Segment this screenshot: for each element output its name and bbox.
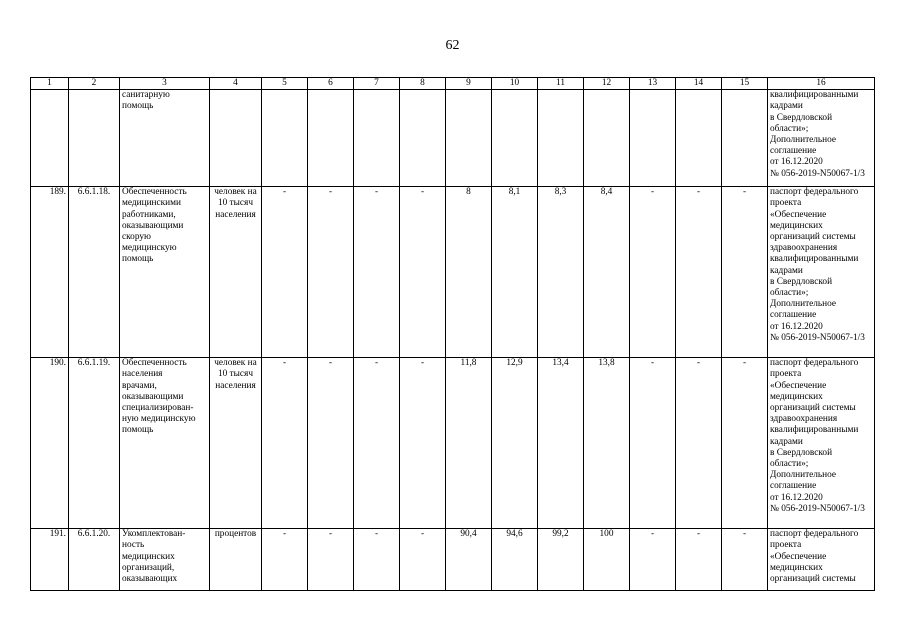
value-col-7: - [354,529,400,591]
value-col-12: 13,8 [584,358,630,529]
value-col-6: - [308,187,354,358]
cell-text-line: проекта [770,369,802,380]
cell-text-line: «Обеспечение [770,209,827,220]
value-col-9: 90,4 [446,529,492,591]
cell-text-line: квалифицированными [770,90,859,101]
header-col-15: 15 [722,78,768,90]
cell-text-line: врачами, [122,380,157,391]
cell-text-line: человек на [214,358,257,369]
value-col-7: - [354,187,400,358]
cell-text-line: соглашение [770,481,817,492]
unit [210,529,262,591]
cell-text-line: организаций системы [770,403,856,414]
header-col-5: 5 [262,78,308,90]
source-document [768,358,875,529]
cell-text-line: помощь [122,101,154,112]
indicator-name [120,187,210,358]
cell-text-line: кадрами [770,436,803,447]
header-col-8: 8 [400,78,446,90]
cell-text-line: № 056-2019-N50067-1/3 [770,503,865,514]
source-document [768,187,875,358]
value-col-11: 99,2 [538,529,584,591]
cell-text-line: медицинских [770,562,823,573]
cell-text-line: помощь [122,254,154,265]
cell-text-line: Дополнительное [770,299,837,310]
header-col-3: 3 [120,78,210,90]
cell-text-line: квалифицированными [770,254,859,265]
cell-text-line: квалифицированными [770,425,859,436]
cell-text-line: Дополнительное [770,470,837,481]
cell-text-line: в Свердловской [770,447,833,458]
cell-text-line: оказывающими [122,391,184,402]
header-row [31,78,875,90]
indicator-name [120,529,210,591]
cell-text-line: Обеспеченность [122,187,187,198]
cell-text-line: Обеспеченность [122,358,187,369]
header-col-4: 4 [210,78,262,90]
cell-text-line: соглашение [770,310,817,321]
cell-text-line: медицинских [770,220,823,231]
page-number: 62 [445,38,460,53]
header-col-10: 10 [492,78,538,90]
value-col-15: - [722,187,768,358]
value-col-8: - [400,529,446,591]
cell-text-line: области»; [770,123,809,134]
cell-text-line: Укомплектован- [122,529,186,540]
cell-text-line: № 056-2019-N50067-1/3 [770,332,865,343]
value-col-12: 8,4 [584,187,630,358]
table-row [31,187,875,358]
cell-text-line: от 16.12.2020 [770,321,823,332]
value-col-5: - [262,529,308,591]
cell-text-line: медицинскими [122,198,181,209]
row-number: 191. [31,529,69,591]
cell-text-line: населения [215,209,256,220]
unit [210,187,262,358]
value-col-14: - [676,358,722,529]
cell-text-line: Дополнительное [770,135,837,146]
value-col-14: - [676,529,722,591]
value-col-11: 8,3 [538,187,584,358]
header-col-6: 6 [308,78,354,90]
value-col-14: - [676,187,722,358]
header-col-11: 11 [538,78,584,90]
unit [210,358,262,529]
table-row [31,529,875,591]
cell-text-line: здравоохранения [770,414,838,425]
header-col-2: 2 [69,78,120,90]
cell-text-line: соглашение [770,146,817,157]
cell-text-line: в Свердловской [770,112,833,123]
header-col-14: 14 [676,78,722,90]
value-col-9: 8 [446,187,492,358]
row-number: 190. [31,358,69,529]
indicator-code: 6.6.1.19. [69,358,120,529]
value-col-12: 100 [584,529,630,591]
cell-text-line: медицинских [770,391,823,402]
cell-text-line: кадрами [770,101,803,112]
row-number: 189. [31,187,69,358]
header-col-16: 16 [768,78,875,90]
indicator-code: 6.6.1.18. [69,187,120,358]
cell-text-line: паспорт федерального [770,358,859,369]
value-col-15: - [722,529,768,591]
indicator-code: 6.6.1.20. [69,529,120,591]
value-col-9: 11,8 [446,358,492,529]
value-col-11: 13,4 [538,358,584,529]
cell-text-line: кадрами [770,265,803,276]
value-col-15: - [722,358,768,529]
header-col-12: 12 [584,78,630,90]
value-col-13: - [630,529,676,591]
value-col-7: - [354,358,400,529]
cell-text-line: проекта [770,540,802,551]
source-document [768,529,875,591]
indicator-name [120,358,210,529]
cell-text-line: оказывающими [122,220,184,231]
cell-text-line: человек на [214,187,257,198]
cell-text-line: в Свердловской [770,276,833,287]
cell-text-line: населения [122,369,163,380]
cell-text-line: паспорт федерального [770,529,859,540]
table-row-continuation [31,90,875,187]
value-col-13: - [630,187,676,358]
value-col-10: 8,1 [492,187,538,358]
cell-text-line: 10 тысяч [217,198,253,209]
header-col-7: 7 [354,78,400,90]
cell-text-line: области»; [770,459,809,470]
header-col-1: 1 [31,78,69,90]
cell-text-line: специализирован- [122,403,194,414]
cell-text-line: проекта [770,198,802,209]
indicators-table [30,77,875,591]
source-document [768,90,875,187]
value-col-10: 12,9 [492,358,538,529]
value-col-13: - [630,358,676,529]
cell-text-line: медицинскую [122,243,177,254]
cell-text-line: организаций системы [770,232,856,243]
value-col-8: - [400,358,446,529]
cell-text-line: 10 тысяч [217,369,253,380]
cell-text-line: оказывающих [122,574,178,585]
cell-text-line: паспорт федерального [770,187,859,198]
value-col-6: - [308,529,354,591]
cell-text-line: работниками, [122,209,176,220]
cell-text-line: скорую [122,232,151,243]
cell-text-line: медицинских [122,551,175,562]
cell-text-line: санитарную [122,90,170,101]
value-col-8: - [400,187,446,358]
cell-text-line: № 056-2019-N50067-1/3 [770,168,865,179]
header-col-9: 9 [446,78,492,90]
value-col-5: - [262,358,308,529]
cell-text-line: области»; [770,288,809,299]
value-col-6: - [308,358,354,529]
table-row [31,358,875,529]
cell-text-line: ную медицинскую [122,414,196,425]
value-col-5: - [262,187,308,358]
cell-text-line: «Обеспечение [770,380,827,391]
indicator-name [120,90,210,187]
cell-text-line: населения [215,380,256,391]
cell-text-line: от 16.12.2020 [770,492,823,503]
value-col-10: 94,6 [492,529,538,591]
cell-text-line: от 16.12.2020 [770,157,823,168]
cell-text-line: ность [122,540,145,551]
cell-text-line: помощь [122,425,154,436]
cell-text-line: организаций системы [770,574,856,585]
cell-text-line: «Обеспечение [770,551,827,562]
cell-text-line: организаций, [122,562,175,573]
cell-text-line: процентов [214,529,257,540]
header-col-13: 13 [630,78,676,90]
cell-text-line: здравоохранения [770,243,838,254]
